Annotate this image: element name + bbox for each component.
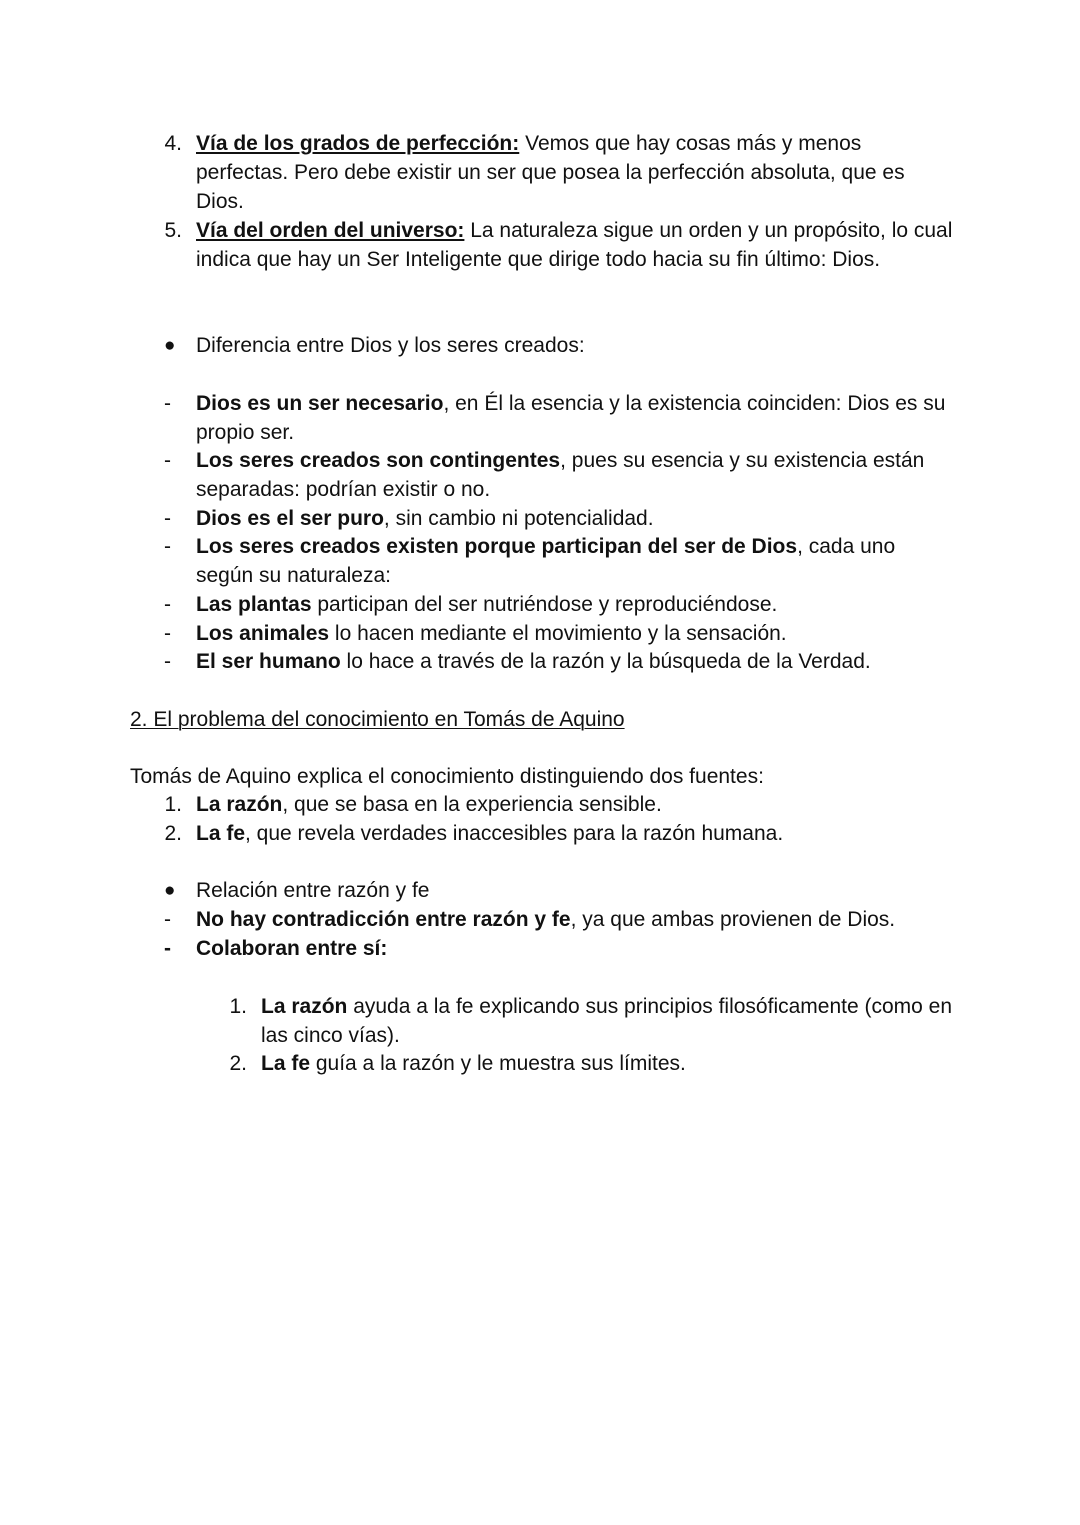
list-item xyxy=(196,446,956,504)
dash-marker: - xyxy=(164,449,171,472)
dash-marker: - xyxy=(164,908,171,931)
section-heading-text: 2. El problema del conocimiento en Tomás de Aquino xyxy=(130,708,625,731)
bullet-icon: ● xyxy=(164,335,176,356)
item-bold: Los seres creados son contingentes xyxy=(196,449,561,472)
item-bold: La fe xyxy=(261,1052,311,1075)
item-bold: No hay contradicción entre razón y fe xyxy=(196,908,571,931)
dash-marker: - xyxy=(164,937,171,960)
list-item xyxy=(261,1049,961,1078)
list-item xyxy=(196,790,956,819)
item-text: lo hace a través de la razón y la búsqueda de la Verdad. xyxy=(340,650,871,673)
relacion-label: Relación entre razón y fe xyxy=(196,879,430,902)
item-bold: El ser humano xyxy=(196,650,341,673)
item-bold: Las plantas xyxy=(196,593,312,616)
list-number: 2. xyxy=(229,1052,247,1075)
list-number: 1. xyxy=(229,995,247,1018)
item-text: guía a la razón y le muestra sus límites. xyxy=(310,1052,686,1075)
list-item xyxy=(196,619,956,648)
item-text: , ya que ambas provienen de Dios. xyxy=(570,908,896,931)
dash-marker: - xyxy=(164,650,171,673)
list-item xyxy=(196,905,956,934)
via-4-text: Vemos que hay cosas más y menos perfectas. Pero debe existir un ser que posea la perfección absoluta, que es Dios. xyxy=(196,132,905,213)
list-item xyxy=(196,389,956,447)
list-item xyxy=(196,819,956,848)
item-bold: Dios es un ser necesario xyxy=(196,392,444,415)
item-text: , pues su esencia y su existencia están separadas: podrían existir o no. xyxy=(196,449,925,501)
list-item-via-5 xyxy=(196,216,956,274)
item-text: ayuda a la fe explicando sus principios filosóficamente (como en las cinco vías). xyxy=(261,995,953,1047)
via-5-title: Vía del orden del universo: xyxy=(196,219,465,242)
list-item xyxy=(196,590,956,619)
list-item xyxy=(196,934,956,963)
item-bold: Los animales xyxy=(196,622,330,645)
list-item xyxy=(196,504,956,533)
section-heading xyxy=(130,705,950,734)
bullet-icon: ● xyxy=(164,880,176,901)
list-item xyxy=(196,647,956,676)
item-bold: La razón xyxy=(261,995,348,1018)
dash-marker: - xyxy=(164,593,171,616)
item-bold: Dios es el ser puro xyxy=(196,507,384,530)
item-text: , que revela verdades inaccesibles para la razón humana. xyxy=(245,822,784,845)
item-text: , que se basa en la experiencia sensible. xyxy=(282,793,662,816)
item-bold: La razón xyxy=(196,793,283,816)
list-item xyxy=(196,532,956,590)
diferencia-label: Diferencia entre Dios y los seres creados: xyxy=(196,334,585,357)
via-5-text: La naturaleza sigue un orden y un propósito, lo cual indica que hay un Ser Inteligente que dirige todo hacia su fin último: Dios. xyxy=(196,219,953,271)
dash-marker: - xyxy=(164,392,171,415)
item-text: , en Él la esencia y la existencia coinciden: Dios es su propio ser. xyxy=(196,392,946,444)
item-bold: La fe xyxy=(196,822,246,845)
list-item-via-4 xyxy=(196,129,956,216)
dash-marker: - xyxy=(164,622,171,645)
item-text: participan del ser nutriéndose y reproduciéndose. xyxy=(311,593,778,616)
section-intro: Tomás de Aquino explica el conocimiento distinguiendo dos fuentes: xyxy=(130,765,764,788)
list-number: 2. xyxy=(164,822,182,845)
item-text: , cada uno según su naturaleza: xyxy=(196,535,896,587)
dash-marker: - xyxy=(164,535,171,558)
via-4-title: Vía de los grados de perfección: xyxy=(196,132,520,155)
item-bold: Colaboran entre sí: xyxy=(196,937,388,960)
list-number: 1. xyxy=(164,793,182,816)
list-item xyxy=(261,992,961,1050)
item-bold: Los seres creados existen porque participan del ser de Dios xyxy=(196,535,798,558)
item-text: lo hacen mediante el movimiento y la sensación. xyxy=(329,622,787,645)
list-number: 4. xyxy=(164,132,182,155)
dash-marker: - xyxy=(164,507,171,530)
list-number: 5. xyxy=(164,219,182,242)
item-text: , sin cambio ni potencialidad. xyxy=(383,507,654,530)
